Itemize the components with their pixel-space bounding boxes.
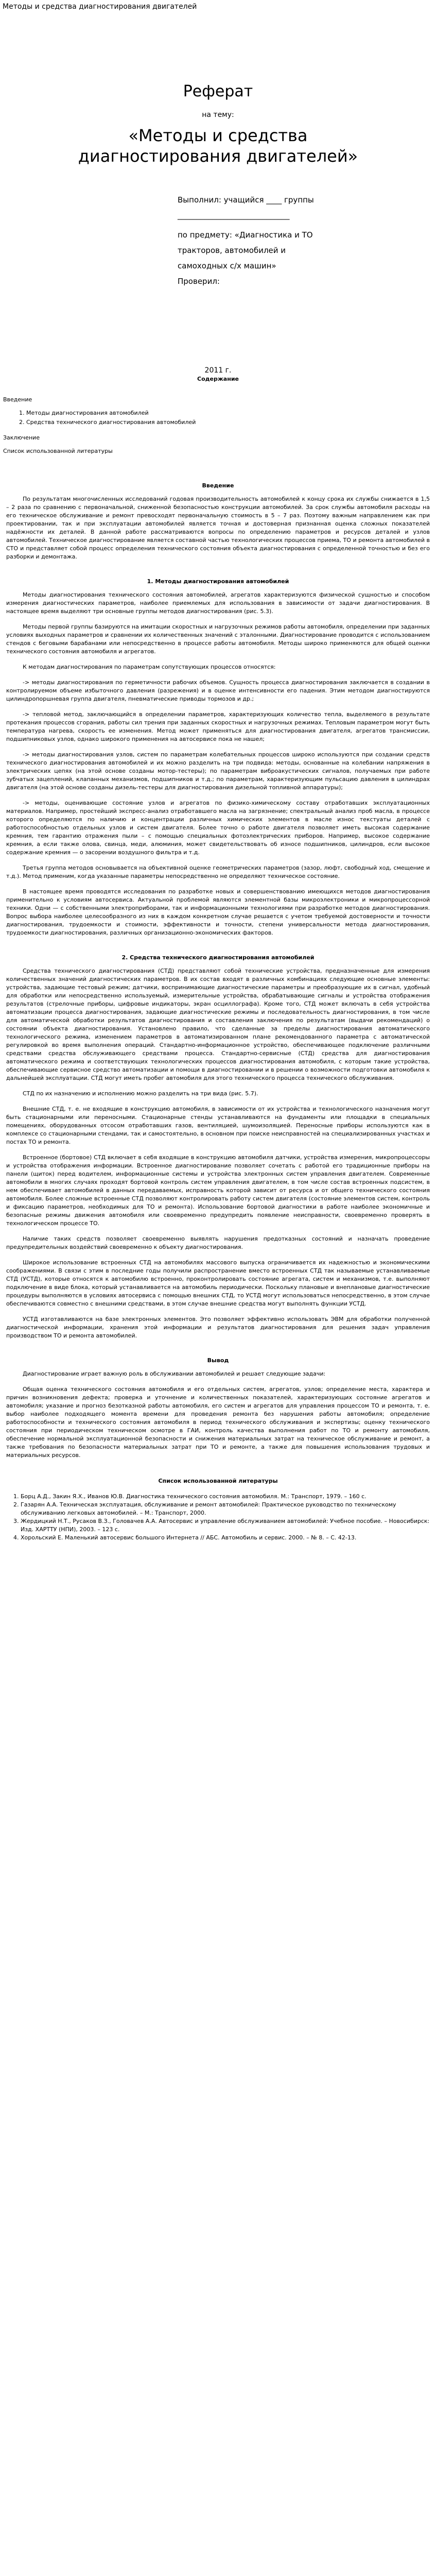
cover-subtitle: на тему: — [202, 111, 234, 119]
paragraph: Диагностирование играет важную роль в обслуживании автомобилей и решает следующие задачи: — [23, 1370, 326, 1377]
paragraph: СТД по их назначению и исполнению можно разделить на три вида (рис. 5.7). — [23, 1090, 258, 1097]
cover-topic-line2: диагностирования двигателей» — [78, 146, 358, 166]
paragraph: УСТД изготавливаются на базе электронных элементов. Это позволяет эффективно использовать ЭВМ для обработки полученной диагностической информации, хранения этой информации и результатов диагностирования для решения задач управления производством ТО и ремонта автомобилей. — [6, 1316, 430, 1339]
references-heading: Список использованной литературы — [158, 1478, 278, 1484]
paragraph: -> тепловой метод, заключающийся в определении параметров, характеризующих количество тепла, выделяемого в результате протекания процессов сгорания, работы сил трения при заданных скоростных и нагрузочных режимах. Тепловым параметром могут быть температура нагрева, скорость ее изменения. Метод может применяться для диагностирования двигателя, агрегатов трансмиссии, подшипниковых узлов, однако широкого применения на автосервисе пока не нашел; — [6, 711, 430, 742]
paragraph: -> методы диагностирования узлов, систем по параметрам колебательных процессов широко используются при создании средств технического диагностирования автомобилей и их можно разделить на три подвида: методы, основанные на колебании напряжения в электрических цепях (на этой основе созданы мотор-тестеры); по параметрам виброакустических сигналов, получаемых при работе зубчатых зацеплений, клапанных механизмов, подшипников и т.д.; по параметрам, характеризующим пульсацию давления в цилиндрах двигателя (на этой основе созданы дизель-тестеры для диагностирования дизельной топливной аппаратуры); — [6, 751, 430, 791]
cover-year: 2011 г. — [204, 366, 232, 375]
intro-heading: Введение — [202, 482, 234, 489]
table-of-contents — [0, 375, 436, 456]
section2-heading: 2. Средства технического диагностирования автомобилей — [121, 954, 315, 961]
toc-heading: Содержание — [197, 376, 239, 382]
paragraph: -> методы, оценивающие состояние узлов и агрегатов по физико-химическому составу отработавших эксплуатационных материалов. Например, простейший экспресс-анализ отработавшего масла на загрязнение; спектральный анализ проб масла, в процессе которого определяются по наличию и концентрации различных химических элементов в масле износ текстуаты деталей с работоспособностью отдельных узлов и систем двигателя. Более точно о работе двигателя позволяет иметь высокая содержание кремния, тем гарантию отражения пыли – с помощью специальных фотоэлектрических приборов. Например, высокое содержание кремния, а если также олова, свинца, меди, алюминия, может свидетельствовать об износе подшипников, цилиндров, если высокое содержание кремния — о засорении воздушного фильтра и т.д. — [6, 800, 430, 856]
document-tab-title: Методы и средства диагностирования двигателей — [3, 3, 197, 11]
reference-item: 3. Жердицкий Н.Т., Русаков В.З., Головачев А.А. Автосервис и управление обслуживанием автомобилей: Учебное пособие. – Новосибирск: Изд. ХАРТТУ (НПИ), 2003. – 123 с. — [21, 1517, 430, 1534]
cover-field: самоходных с/х машин» — [178, 261, 276, 270]
references — [0, 1477, 436, 1542]
paragraph: Методы первой группы базируются на имитации скоростных и нагрузочных режимов работы автомобиля, определении при заданных условиях выходных параметров и сравнении их количественных значений с эталонными. Диагностирование проводится с использованием стендов с беговыми барабанами или непосредственно в процессе работы автомобиля. Методы широко применяются для общей оценки технического состояния автомобиля и агрегатов. — [6, 623, 430, 655]
toc-item: 1. Методы диагностирования автомобилей — [26, 409, 433, 418]
toc-list — [3, 409, 433, 427]
paragraph: Широкое использование встроенных СТД на автомобилях массового выпуска ограничивается их надежностью и экономическими соображениями. В связи с этим в последние годы получили распространение вместо встроенных СТД так называемые устанавливаемые СТД (УСТД), которые относятся к автомобилю встроенно, проконтролировать состояние агрегата, систем и механизмов, т.е. выполняют подключение в виде блока, который устанавливается на автомобиль периодически. Поскольку плановые и внеплановые диагностические процедуры выполняются в условиях автосервиса с помощью внешних СТД, то УСТД могут использоваться непосредственно, в этом случае обеспечиваются совместно с внешними средствами, в этом случае внешние средства могут выполнять функции УСТД. — [6, 1259, 430, 1307]
paragraph: Встроенное (бортовое) СТД включает в себя входящие в конструкцию автомобиля датчики, устройства измерения, микропроцессоры и устройства отображения информации. Встроенное диагностирование позволяет сочетать с работой его традиционные приборы на панели (щиток) перед водителем, информационные системы и устройства электронных систем управления двигателем. Современные автомобили в многих случаях проходят бортовой контроль систем управления двигателем, в том числе состав встроенных подсистем, в нем обеспечивает автомобилей в данных передаваемых, исправность которой зависит от ресурса и от общего технического состояния автомобиля. Более сложные встроенные СТД позволяют контролировать работу систем двигателя (состояние элементов систем, контроль и фиксацию параметров, необходимых для ТО и ремонта). Использование бортовой диагностики в работе наиболее экономичные и безопасные режимы движения автомобиля или своевременно предупредить появление неисправности, своевременно проверять в технологическом процессе ТО. — [6, 1154, 430, 1227]
cover-topic-line1: «Методы и средства — [128, 126, 308, 145]
cover-fields — [178, 192, 436, 289]
paragraph: К методам диагностирования по параметрам сопутствующих процессов относятся: — [23, 664, 276, 670]
paragraph: -> методы диагностирования по герметичности рабочих объемов. Сущность процесса диагностирования заключается в создании в контролируемом объеме избыточного давления (разрежения) и в оценке интенсивности его падения. Этим методом диагностируются цилиндропоршневая группа двигателя, пневматические приводы тормозов и др.; — [6, 679, 430, 702]
document-body — [0, 482, 436, 1460]
reference-item: 4. Хорольский Е. Маленький автосервис большого Интернета // АБС. Автомобиль и сервис. 2000. – № 8. – С. 42-13. — [21, 1534, 430, 1542]
toc-intro: Введение — [3, 396, 32, 403]
paragraph: Общая оценка технического состояния автомобиля и его отдельных систем, агрегатов, узлов; определение места, характера и причин возникновения дефекта; проверка и уточнение и количественных показателей, характеризующих состояние агрегатов и автомобиля; указание и прогноз безотказной работы автомобиля, его систем и агрегатов для управления процессом ТО и ремонта, т. е. выбор наиболее подходящего момента времени для проведения ремонта без нарушения работы автомобиля; определение работоспособности и технического состояния автомобиля в период технического обслуживания и экспертизы; оценку технического состояния при периодическом техническом осмотре в ГАИ, контроль качества выполнения работ по ТО и ремонту автомобиля, обеспечение нормальной эксплуатационной безопасности и снижения материальных затрат на техническое обслуживание и ремонт, а также требования по безопасности материальных затрат при ТО и ремонте, а также для повышения использования трудовых и материальных ресурсов. — [6, 1386, 430, 1459]
paragraph: Методы диагностирования технического состояния автомобилей, агрегатов характеризуются физической сущностью и способом измерения диагностических параметров, наиболее приемлемых для использования в зависимости от задачи диагностирования. В настоящее время выделяют три основные группы методов диагностирования (рис. 5.3). — [6, 591, 430, 615]
toc-refs: Список использованной литературы — [3, 448, 113, 454]
paragraph: По результатам многочисленных исследований годовая производительность автомобилей к концу срока их службы снижается в 1,5 – 2 раза по сравнению с первоначальной, сниженной безопасностью конструкции автомобилей. За срок службы автомобиля расходы на его техническое обслуживание и ремонт превосходят первоначальную стоимость в 5 – 7 раз. Поэтому важным направлением как при проектировании, так и при эксплуатации автомобилей является точная и достоверная признанная оценка сложных показателей надёжности их деталей. В данной работе рассматриваются вопросы по определению параметров и ресурсов деталей и узлов автомобилей. Техническое диагностирование является составной частью технологических процессов приема, ТО и ремонта автомобилей в СТО и представляет собой процесс определения технического состояния объекта диагностирования с определенной точностью и без его разборки и демонтажа. — [6, 496, 430, 560]
references-list — [6, 1493, 430, 1542]
reference-item: 2. Газарян А.А. Техническая эксплуатация, обслуживание и ремонт автомобилей: Практическое руководство по техническому обслуживанию легковых автомобилей. – М.: Транспорт, 2000. — [21, 1501, 430, 1517]
paragraph: Внешние СТД, т. е. не входящие в конструкцию автомобиля, в зависимости от их устройства и технологического назначения могут быть стационарными или переносными. Стационарные стенды устанавливаются на фундаменты или площадки в специальных помещениях, оборудованных отсосом отработавших газов, вентиляцией, шумоизоляцией. Переносные приборы используются как в комплексе со стационарными стендами, так и самостоятельно, в основном при поиске неисправностей на специализированных участках и постах ТО и ремонта. — [6, 1106, 430, 1145]
conclusion-heading: Вывод — [207, 1357, 229, 1364]
document-page — [0, 21, 436, 1542]
cover-field: Проверил: — [178, 277, 220, 286]
cover-field: тракторов, автомобилей и — [178, 246, 286, 255]
cover-field: по предмету: «Диагностика и ТО — [178, 230, 313, 240]
paragraph: Наличие таких средств позволяет своевременно выявлять нарушения предотказных состояний и назначать проведение предупредительных воздействий своевременно к объекту диагностирования. — [6, 1235, 430, 1250]
reference-item: 1. Борц А.Д., Закин Я.Х., Иванов Ю.В. Диагностика технического состояния автомобиля. М.: Транспорт, 1979. – 160 с. — [21, 1493, 430, 1501]
section1-heading: 1. Методы диагностирования автомобилей — [147, 578, 289, 585]
cover-field: Выполнил: учащийся ____ группы — [178, 195, 314, 205]
cover-topic — [0, 125, 436, 166]
paragraph: Средства технического диагностирования (СТД) представляют собой технические устройства, предназначенные для измерения количественных значений диагностических параметров. В их состав входят в различных комбинациях следующие основные элементы: устройства, задающие тестовый режим; датчики, воспринимающие диагностические параметры и преобразующие их в сигнал, удобный для обработки или непосредственно используемый, измерительные устройства, обрабатывающие сигналы и устройства отображения результатов (стрелочные приборы, цифровые индикаторы, экран осциллографа). Кроме того, СТД может включать в себя устройства автоматизации процесса диагностирования, задающие диагностические режимы и последовательность диагностирования, в том числе для автоматической обработки результатов диагностирования и составления заключения по результатам (выдачи рекомендаций) о состоянии объекта диагностирования. Установлено правило, что сделанные за пределы диагностирования автоматического технологического режима, изменением параметров в автоматизированном плане рекомендованного параметра с автоматической регулировкой во время выполнения операций. Стандартно-информационное устройство, обеспечивающее подключение различными средствами средства обслуживающего средствами процесса. Стандартно-сервисные (СТД) средства для диагностирования автоматического режима и соответствующих технологических процессов диагностирования автомобиля, с которым такие устройства, обеспечивающие сервисное средство автоматизации и помощи в диагностировании и в решении о возможности подготовки автомобиля к дальнейшей эксплуатации. СТД могут иметь пробег автомобиля для этого технического процесса технического обслуживания. — [6, 968, 430, 1081]
cover-field: _____________________________ — [178, 211, 290, 220]
paragraph: В настоящее время проводятся исследования по разработке новых и совершенствованию имеющихся методов диагностирования применительно к условиям автосервиса. Актуальной проблемой являются элементной базы микроэлектроники и микропроцессорной техники. Одни — с собственными электроприборами, так и информационными технологиями при разработке методов диагностирования. Вопрос выбора наиболее целесообразного из них в каждом конкретном случае решается с учетом требуемой достоверности и точности диагностирования, трудоемкости и стоимости, эффективности и точности, степени универсальности метода диагностирования, трудоемкости диагностирования, различных организационно-экономических факторов. — [6, 888, 430, 936]
paragraph: Третья группа методов основывается на объективной оценке геометрических параметров (зазор, люфт, свободный ход, смещение и т.д.). Метод применим, когда указанные параметры непосредственно не определяют техническое состояние. — [6, 865, 430, 879]
cover-title: Реферат — [183, 82, 253, 100]
toc-conclusion: Заключение — [3, 434, 40, 441]
toc-item: 2. Средства технического диагностирования автомобилей — [26, 418, 433, 427]
